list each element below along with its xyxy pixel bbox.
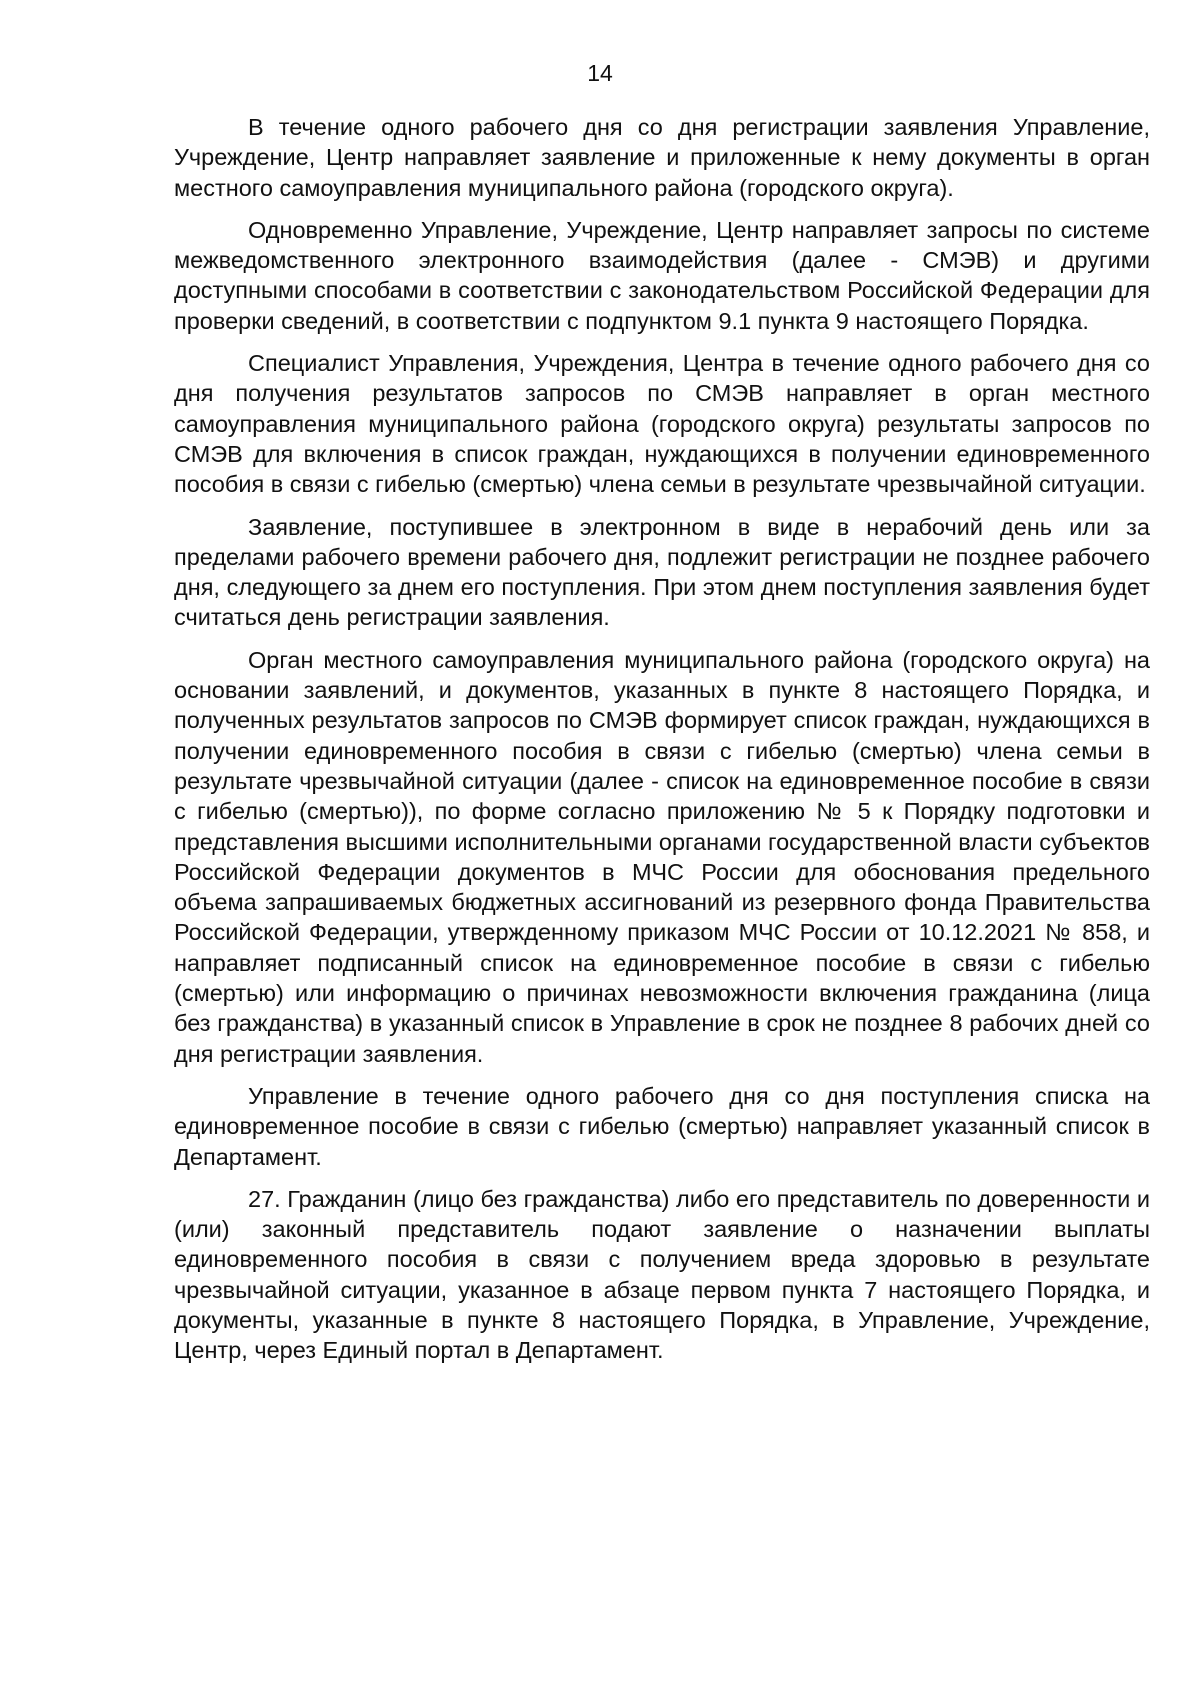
page-number: 14 bbox=[587, 60, 613, 86]
document-body bbox=[174, 112, 1150, 1378]
paragraph-item-27: 27. Гражданин (лицо без гражданства) либо его представитель по доверенности и (или) законный представитель подают заявление о назначении выплаты единовременного пособия в связи с получением вреда здоровью в результате чрезвычайной ситуации, указанное в абзаце первом пункта 7 настоящего Порядка, и документы, указанные в пункте 8 настоящего Порядка, в Управление, Учреждение, Центр, через Единый портал в Департамент. bbox=[174, 1185, 1150, 1364]
paragraph-specialist-results: Специалист Управления, Учреждения, Центра в течение одного рабочего дня со дня получения результатов запросов по СМЭВ направляет в орган местного самоуправления муниципального района (городского округа) результаты запросов по СМЭВ для включения в список граждан, нуждающихся в получении единовременного пособия в связи с гибелью (смертью) члена семьи в результате чрезвычайной ситуации. bbox=[174, 350, 1150, 498]
paragraph-local-government-list: Орган местного самоуправления муниципального района (городского округа) на основании заявлений, и документов, указанных в пункте 8 настоящего Порядка, и полученных результатов запросов по СМЭВ формирует список граждан, нуждающихся в получении единовременного пособия в связи с гибелью (смертью) члена семьи в результате чрезвычайной ситуации (далее - список на единовременное пособие в связи с гибелью (смертью)), по форме согласно приложению № 5 к Порядку подготовки и представления высшими исполнительными органами государственной власти субъектов Российской Федерации документов в МЧС России для обоснования предельного объема запрашиваемых бюджетных ассигнований из резервного фонда Правительства Российской Федерации, утвержденному приказом МЧС России от 10.12.2021 № 858, и направляет подписанный список на единовременное пособие в связи с гибелью (смертью) или информацию о причинах невозможности включения гражданина (лица без гражданства) в указанный список в Управление в срок не позднее 8 рабочих дней со дня регистрации заявления. bbox=[174, 646, 1150, 1067]
paragraph-department-forwarding: Управление в течение одного рабочего дня со дня поступления списка на единовременное пособие в связи с гибелью (смертью) направляет указанный список в Департамент. bbox=[174, 1082, 1150, 1170]
paragraph-registration-forwarding: В течение одного рабочего дня со дня регистрации заявления Управление, Учреждение, Центр направляет заявление и приложенные к нему документы в орган местного самоуправления муниципального района (городского округа). bbox=[174, 114, 1150, 201]
paragraph-nonworking-day-registration: Заявление, поступившее в электронном в виде в нерабочий день или за пределами рабочего времени рабочего дня, подлежит регистрации не позднее рабочего дня, следующего за днем его поступления. При этом днем поступления заявления будет считаться день регистрации заявления. bbox=[174, 513, 1150, 631]
paragraph-smev-requests: Одновременно Управление, Учреждение, Центр направляет запросы по системе межведомственного электронного взаимодействия (далее - СМЭВ) и другими доступными способами в соответствии с законодательством Российской Федерации для проверки сведений, в соответствии с подпунктом 9.1 пункта 9 настоящего Порядка. bbox=[174, 216, 1150, 334]
